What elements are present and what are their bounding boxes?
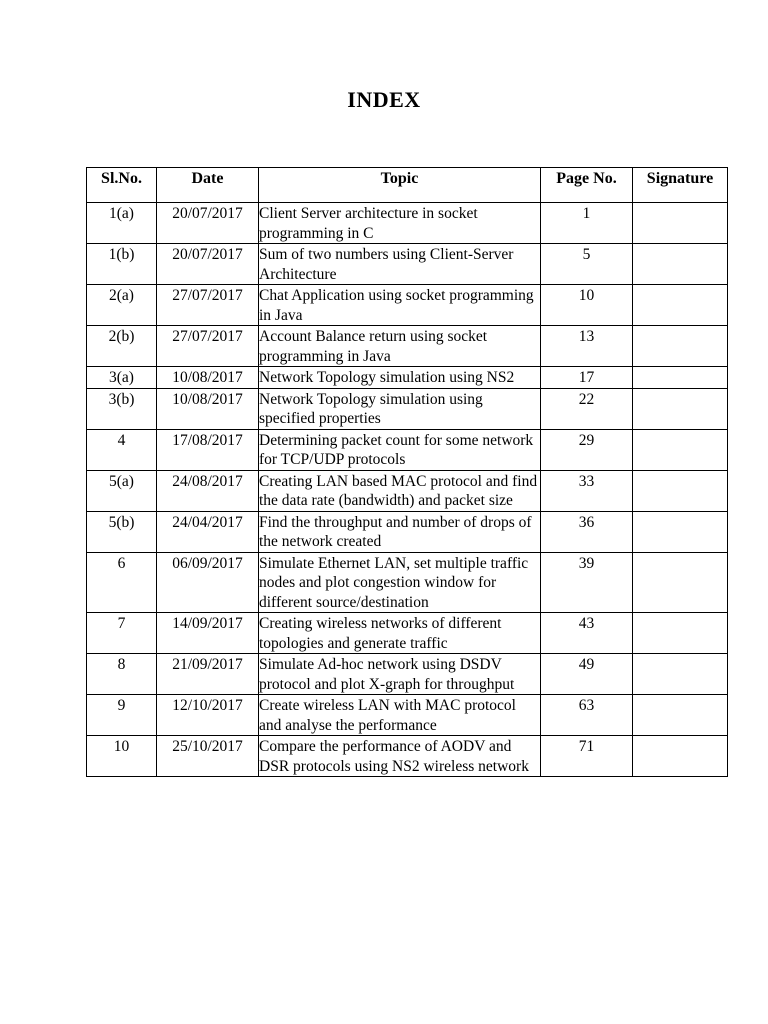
table-row (87, 203, 728, 244)
cell-date: 24/04/2017 (157, 511, 259, 552)
cell-topic: Creating wireless networks of different topologies and generate traffic (259, 613, 541, 654)
cell-signature (633, 613, 728, 654)
cell-topic: Simulate Ethernet LAN, set multiple traffic nodes and plot congestion window for different source/destination (259, 552, 541, 613)
cell-signature (633, 654, 728, 695)
cell-date: 20/07/2017 (157, 203, 259, 244)
header-signature: Signature (633, 168, 728, 203)
cell-sl-no: 3(a) (87, 367, 157, 389)
cell-topic: Create wireless LAN with MAC protocol and analyse the performance (259, 695, 541, 736)
table-row (87, 367, 728, 389)
cell-date: 25/10/2017 (157, 736, 259, 777)
table-row (87, 429, 728, 470)
cell-page-no: 13 (541, 326, 633, 367)
cell-sl-no: 4 (87, 429, 157, 470)
cell-signature (633, 285, 728, 326)
cell-sl-no: 2(a) (87, 285, 157, 326)
cell-topic: Client Server architecture in socket programming in C (259, 203, 541, 244)
table-row (87, 654, 728, 695)
cell-signature (633, 326, 728, 367)
table-row (87, 470, 728, 511)
cell-sl-no: 6 (87, 552, 157, 613)
cell-page-no: 17 (541, 367, 633, 389)
cell-page-no: 49 (541, 654, 633, 695)
header-topic: Topic (259, 168, 541, 203)
cell-sl-no: 7 (87, 613, 157, 654)
cell-page-no: 71 (541, 736, 633, 777)
cell-signature (633, 388, 728, 429)
table-row (87, 285, 728, 326)
cell-page-no: 39 (541, 552, 633, 613)
cell-date: 27/07/2017 (157, 326, 259, 367)
cell-date: 21/09/2017 (157, 654, 259, 695)
cell-sl-no: 5(b) (87, 511, 157, 552)
cell-sl-no: 2(b) (87, 326, 157, 367)
cell-sl-no: 9 (87, 695, 157, 736)
cell-topic: Network Topology simulation using NS2 (259, 367, 541, 389)
cell-page-no: 33 (541, 470, 633, 511)
cell-page-no: 29 (541, 429, 633, 470)
index-table-body (87, 203, 728, 777)
header-sl-no: Sl.No. (87, 168, 157, 203)
cell-date: 14/09/2017 (157, 613, 259, 654)
cell-sl-no: 1(b) (87, 244, 157, 285)
cell-topic: Determining packet count for some network for TCP/UDP protocols (259, 429, 541, 470)
table-row (87, 695, 728, 736)
cell-signature (633, 695, 728, 736)
index-table (86, 167, 728, 777)
cell-signature (633, 367, 728, 389)
table-row (87, 613, 728, 654)
header-row (87, 168, 728, 203)
cell-topic: Compare the performance of AODV and DSR protocols using NS2 wireless network (259, 736, 541, 777)
cell-date: 10/08/2017 (157, 367, 259, 389)
cell-page-no: 36 (541, 511, 633, 552)
table-row (87, 511, 728, 552)
cell-sl-no: 10 (87, 736, 157, 777)
cell-topic: Network Topology simulation using specified properties (259, 388, 541, 429)
cell-signature (633, 429, 728, 470)
table-row (87, 326, 728, 367)
cell-signature (633, 203, 728, 244)
table-row (87, 244, 728, 285)
cell-signature (633, 511, 728, 552)
table-row (87, 388, 728, 429)
page-title: INDEX (347, 87, 421, 112)
cell-page-no: 5 (541, 244, 633, 285)
cell-topic: Sum of two numbers using Client-Server Architecture (259, 244, 541, 285)
cell-date: 12/10/2017 (157, 695, 259, 736)
cell-page-no: 22 (541, 388, 633, 429)
cell-date: 27/07/2017 (157, 285, 259, 326)
cell-sl-no: 8 (87, 654, 157, 695)
cell-date: 24/08/2017 (157, 470, 259, 511)
cell-signature (633, 552, 728, 613)
cell-sl-no: 1(a) (87, 203, 157, 244)
cell-page-no: 10 (541, 285, 633, 326)
header-date: Date (157, 168, 259, 203)
header-page-no: Page No. (541, 168, 633, 203)
cell-sl-no: 3(b) (87, 388, 157, 429)
cell-signature (633, 470, 728, 511)
cell-topic: Simulate Ad-hoc network using DSDV protocol and plot X-graph for throughput (259, 654, 541, 695)
cell-sl-no: 5(a) (87, 470, 157, 511)
cell-date: 20/07/2017 (157, 244, 259, 285)
cell-topic: Find the throughput and number of drops of the network created (259, 511, 541, 552)
cell-topic: Chat Application using socket programming in Java (259, 285, 541, 326)
cell-topic: Creating LAN based MAC protocol and find the data rate (bandwidth) and packet size (259, 470, 541, 511)
cell-date: 10/08/2017 (157, 388, 259, 429)
cell-date: 06/09/2017 (157, 552, 259, 613)
cell-page-no: 63 (541, 695, 633, 736)
cell-topic: Account Balance return using socket programming in Java (259, 326, 541, 367)
cell-page-no: 43 (541, 613, 633, 654)
cell-date: 17/08/2017 (157, 429, 259, 470)
cell-signature (633, 736, 728, 777)
cell-signature (633, 244, 728, 285)
cell-page-no: 1 (541, 203, 633, 244)
table-row (87, 552, 728, 613)
table-row (87, 736, 728, 777)
